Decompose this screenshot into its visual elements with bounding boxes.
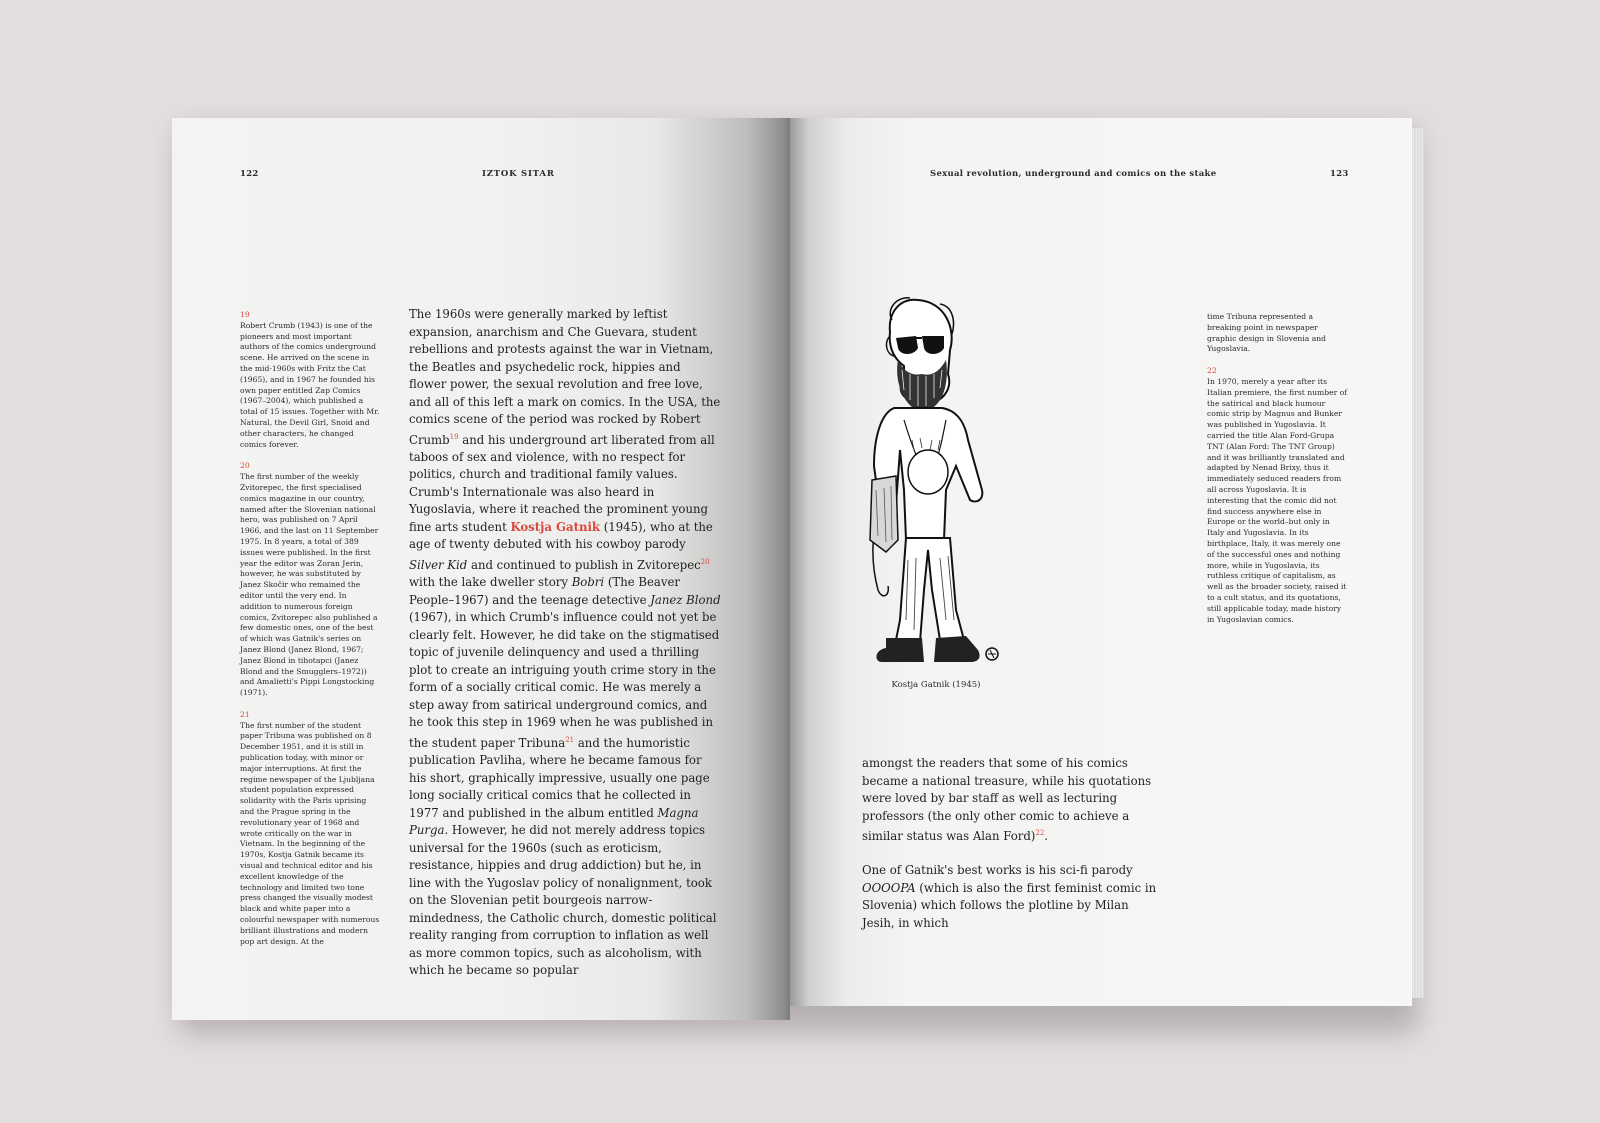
body-text: with the lake dweller story: [409, 575, 572, 590]
right-running-head: Sexual revolution, underground and comics on the stake: [930, 169, 1217, 179]
body-paragraph: [862, 755, 1162, 845]
body-text: and continued to publish in Zvitorepec: [467, 557, 701, 572]
right-page: [790, 118, 1412, 1006]
work-title: Silver Kid: [409, 557, 468, 572]
illustration-caption: Kostja Gatnik (1945): [891, 680, 981, 690]
left-folio: 122: [240, 169, 259, 179]
work-title: Janez Blond: [650, 592, 721, 607]
body-text: . However, he did not merely address topics universal for the 1960s (such as eroticism, resistance, hippies and drug addiction) but he, in line with the Yugoslav policy of nonalignment, took on the Slovenian petit bourgeois narrow-mindedness, the Catholic church, domestic political reality ranging from corruption to inflation as well as more common topics, such as alcoholism, with which he became so popular: [409, 823, 717, 978]
body-paragraph: [409, 306, 721, 980]
footnote-text: Robert Crumb (1943) is one of the pioneers and most important authors of the comics underground scene. He arrived on the scene in the mid-1960s with Fritz the Cat (1965), and in 1967 he founded his own paper entitled Zap Comics (1967–2004), which published a total of 15 issues. Together with Mr. Natural, the Devil Girl, Snoid and other characters, he changed comics forever.: [240, 320, 380, 449]
body-text: (1967), in which Crumb's influence could not yet be clearly felt. However, he did take on the stigmatised topic of juvenile delinquency and used a thrilling plot to create an intriguing youth crime story in the form of a socially critical comic. He was merely a step away from satirical underground comics, and he took this step in 1969 when he was published in the student paper Tribuna: [409, 610, 720, 750]
body-text: The 1960s were generally marked by leftist expansion, anarchism and Che Guevara, student rebellions and protests against the war in Vietnam, the Beatles and psychedelic rock, hippies and flower power, the sexual revolution and free love, and all of this left a mark on comics. In the USA, the comics scene of the period was rocked by Robert Crumb: [409, 307, 721, 447]
right-folio: 123: [1330, 169, 1349, 179]
work-title: Magna Purga: [409, 805, 699, 838]
left-body-text: [409, 306, 721, 980]
work-title: OOOOPA: [862, 880, 916, 895]
footnote: [1207, 312, 1347, 355]
body-text: and his underground art liberated from all taboos of sex and violence, with no respect for politics, church and traditional family values. Crumb's Internationale was also heard in Yugoslavia, where it reached the prominent young fine arts student: [409, 432, 715, 534]
work-title: Bobri: [571, 575, 605, 590]
body-text: (which is also the first feminist comic in Slovenia) which follows the plotline by Milan Jesih, in which: [862, 880, 1157, 930]
footnote-text: The first number of the student paper Tribuna was published on 8 December 1951, and it is still in publication today, with minor or major interruptions. At first the regime newspaper of the Ljubljana student population expressed solidarity with the Paris uprising and the Prague spring in the revolutionary year of 1968 and wrote critically on the war in Vietnam. In the beginning of the 1970s, Kostja Gatnik became its visual and technical editor and his excellent knowledge of the technology and limited two tone press changed the visually modest black and white paper into a colourful newspaper with numerous brilliant illustrations and modern pop art design. At the: [240, 720, 380, 946]
footnote: [240, 461, 380, 699]
caricature-drawing-icon: [860, 290, 1010, 675]
body-text: (The Beaver People–1967) and the teenage detective: [409, 575, 680, 607]
footnote: [240, 710, 380, 948]
footnote-text: In 1970, merely a year after its Italian premiere, the first number of the satirical and black humour comic strip by Magnus and Bunker was published in Yugoslavia. It carried the title Alan Ford-Grupa TNT (Alan Ford: The TNT Group) and it was brilliantly translated and adapted by Nenad Brixy, thus it immediately seduced readers from all across Yugoslavia. It is interesting that the comic did not find success anywhere else in Europe or the world–but only in Italy and Yugoslavia. In its birthplace, Italy, it was merely one of the successful ones and nothing more, while in Yugoslavia, its ruthless critique of capitalism, as well as the broader society, raised it to a cult status, and its quotations, still applicable today, made history in Yugoslavian comics.: [1207, 376, 1347, 624]
left-page: [172, 118, 790, 1020]
body-text: .: [1044, 828, 1049, 843]
footnote-text: time Tribuna represented a breaking point in newspaper graphic design in Slovenia and Yugoslavia.: [1207, 312, 1326, 354]
body-text: and the humoristic publication Pavliha, where he became famous for his short, graphically impressive, usually one page long socially critical comics that he collected in 1977 and published in the album entitled: [409, 735, 710, 820]
footnote-text: The first number of the weekly Zvitorepec, the first specialised comics magazine in our country, named after the Slovenian national hero, was published on 7 April 1966, and the last on 11 September 1975. In 8 years, a total of 389 issues were published. In the first year the editor was Zoran Jerin, however, he was substituted by Janez Skočir who remained the editor until the very end. In addition to numerous foreign comics, Zvitorepec also published a few domestic ones, one of the best of which was Gatnik's series on Janez Blond (Janez Blond, 1967; Janez Blond in tihotapci (Janez Blond and the Smugglers–1972)) and Amalietti's Pippi Longstocking (1971).: [240, 472, 379, 698]
footnote-number: 21: [240, 709, 250, 719]
footnote-number: 20: [240, 461, 250, 471]
left-running-head: IZTOK SITAR: [482, 169, 555, 179]
footnote-number: 22: [1207, 366, 1217, 376]
body-paragraph: [862, 862, 1162, 932]
right-footnotes: [1207, 312, 1347, 636]
right-body-text: [862, 755, 1162, 949]
left-footnotes: [240, 310, 380, 958]
body-text: One of Gatnik's best works is his sci-fi parody: [862, 863, 1133, 878]
footnote-number: 19: [240, 310, 250, 319]
body-text: amongst the readers that some of his comics became a national treasure, while his quotations were loved by bar staff as well as lecturing professors (the only other comic to achieve a similar status was Alan Ford): [862, 756, 1152, 843]
highlighted-name: Kostja Gatnik: [510, 519, 601, 534]
footnote-ref: 22: [1035, 829, 1045, 837]
page-edges: [1412, 128, 1424, 998]
footnote-ref: 21: [565, 735, 575, 744]
footnote: [1207, 366, 1347, 625]
footnote: [240, 310, 380, 450]
body-text: (1945), who at the age of twenty debuted with his cowboy parody: [409, 519, 713, 552]
footnote-ref: 19: [449, 432, 459, 441]
footnote-ref: 20: [700, 557, 710, 566]
